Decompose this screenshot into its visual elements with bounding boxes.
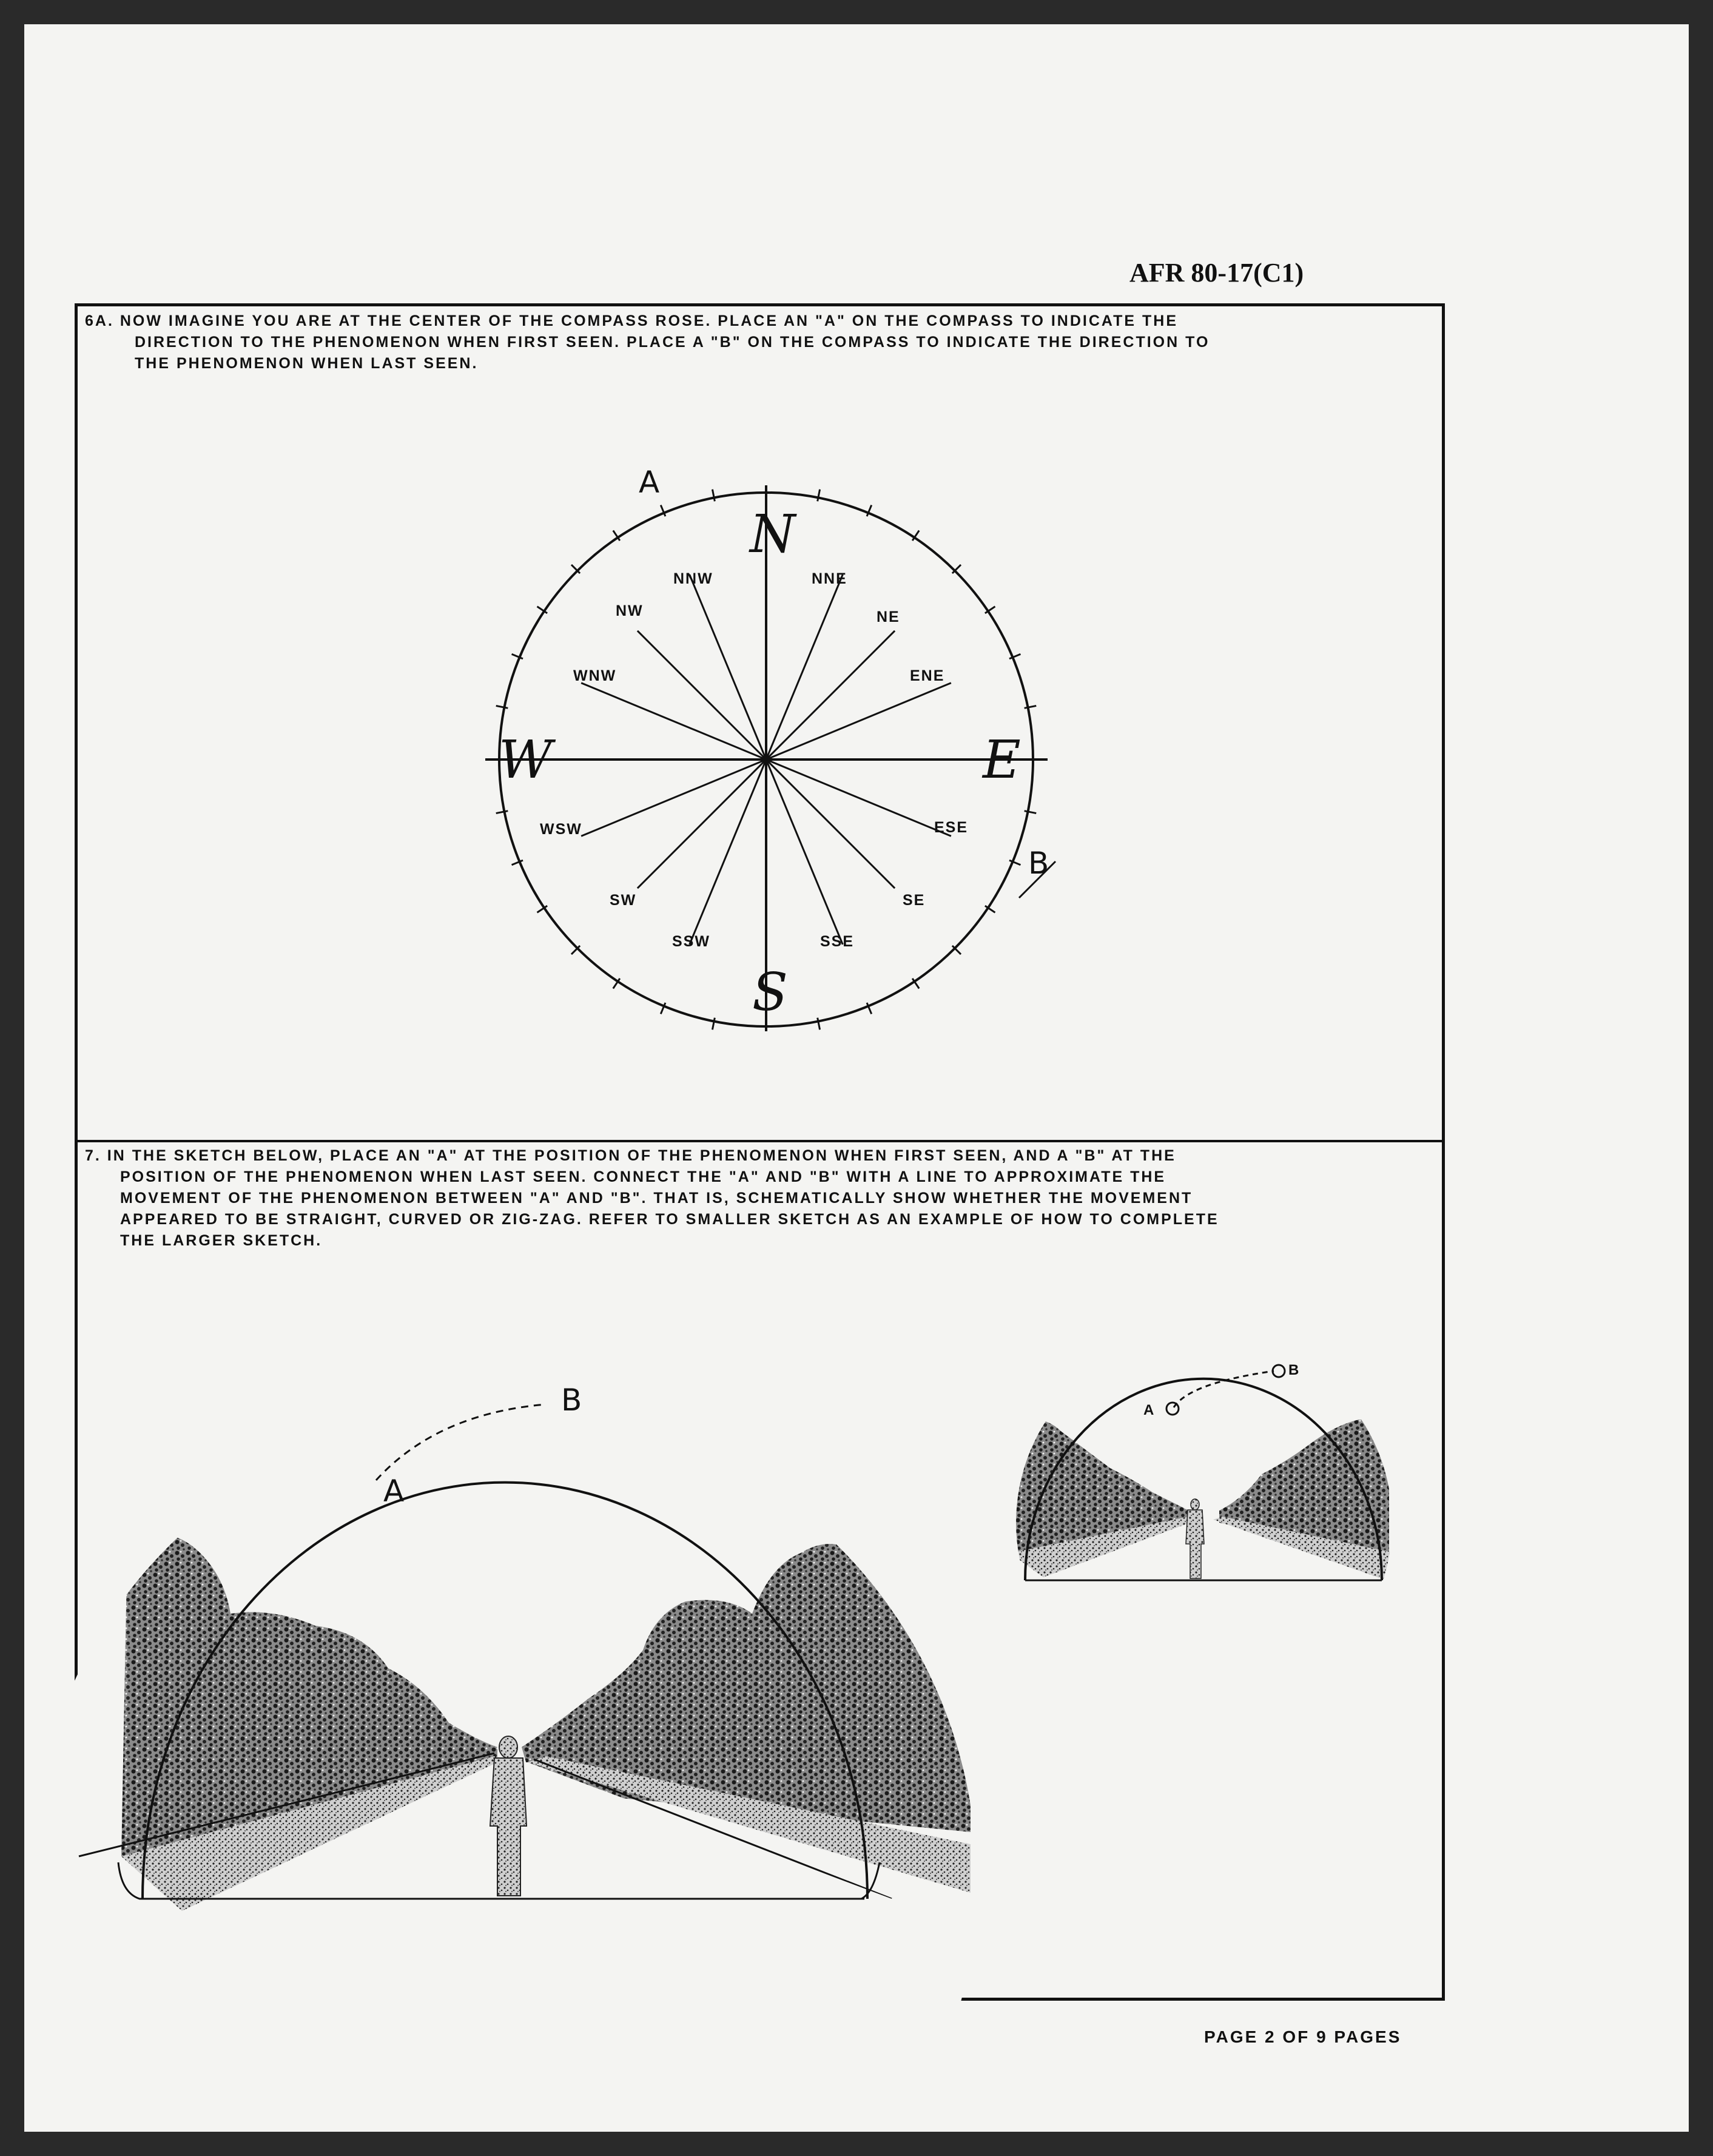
compass-tick — [496, 811, 508, 814]
question-7-line: MOVEMENT OF THE PHENOMENON BETWEEN "A" AND "B". THAT IS, SCHEMATICALLY SHOW WHETHER THE MOVEMENT — [120, 1190, 1193, 1207]
question-6a-line: DIRECTION TO THE PHENOMENON WHEN FIRST SEEN. PLACE A "B" ON THE COMPASS TO INDICATE THE DIRECTION TO — [135, 334, 1210, 351]
wsw-label: WSW — [540, 821, 582, 838]
nw-label: NW — [616, 602, 644, 619]
question-7-line: THE LARGER SKETCH. — [120, 1232, 323, 1249]
compass-tick — [1025, 811, 1037, 814]
small-mark-a: A — [1143, 1402, 1154, 1418]
compass-rose — [485, 465, 1055, 1031]
compass-ray — [638, 760, 766, 888]
page-number: PAGE 2 OF 9 PAGES — [1204, 2027, 1402, 2046]
compass-tick — [1025, 706, 1037, 708]
form-number: AFR 80-17(C1) — [1129, 258, 1304, 288]
east-label: E — [983, 730, 1021, 790]
sse-label: SSE — [820, 933, 855, 950]
compass-ray — [766, 631, 895, 760]
compass-tick — [496, 706, 508, 708]
compass-tick — [818, 490, 820, 502]
question-7-line: POSITION OF THE PHENOMENON WHEN LAST SEEN. CONNECT THE "A" AND "B" WITH A LINE TO APPROXIMATE THE — [120, 1168, 1166, 1185]
compass-tick — [818, 1018, 820, 1030]
small-mark-b: B — [1288, 1362, 1299, 1378]
compass-tick — [712, 1018, 715, 1030]
north-label: N — [750, 504, 796, 565]
compass-center — [762, 756, 770, 763]
compass-ray — [766, 760, 895, 888]
large-sketch — [24, 1383, 995, 2002]
ese-label: ESE — [934, 819, 969, 836]
ne-label: NE — [877, 608, 900, 625]
south-label: S — [752, 962, 788, 1023]
compass-tick — [712, 490, 715, 502]
ene-label: ENE — [910, 667, 945, 684]
nne-label: NNE — [812, 570, 847, 587]
wnw-label: WNW — [573, 667, 617, 684]
compass-mark-b: B — [1028, 846, 1049, 881]
west-label: W — [499, 730, 553, 790]
small-sketch — [1001, 1329, 1413, 1608]
question-6a-line: 6A. NOW IMAGINE YOU ARE AT THE CENTER OF THE COMPASS ROSE. PLACE AN "A" ON THE COMPASS TO INDICATE THE — [85, 312, 1179, 329]
large-mark-b: B — [561, 1383, 582, 1418]
question-7-line: 7. IN THE SKETCH BELOW, PLACE AN "A" AT THE POSITION OF THE PHENOMENON WHEN FIRST SEEN, AND A "B" AT THE — [85, 1147, 1176, 1164]
question-6a-line: THE PHENOMENON WHEN LAST SEEN. — [135, 355, 479, 372]
ssw-label: SSW — [672, 933, 710, 950]
se-label: SE — [903, 892, 926, 909]
question-7-line: APPEARED TO BE STRAIGHT, CURVED OR ZIG-ZAG. REFER TO SMALLER SKETCH AS AN EXAMPLE OF HOW TO COMPLETE — [120, 1211, 1219, 1228]
sw-label: SW — [610, 892, 637, 909]
compass-mark-a: A — [639, 465, 660, 500]
compass-ray — [638, 631, 766, 760]
large-mark-a: A — [383, 1474, 405, 1509]
nnw-label: NNW — [673, 570, 713, 587]
